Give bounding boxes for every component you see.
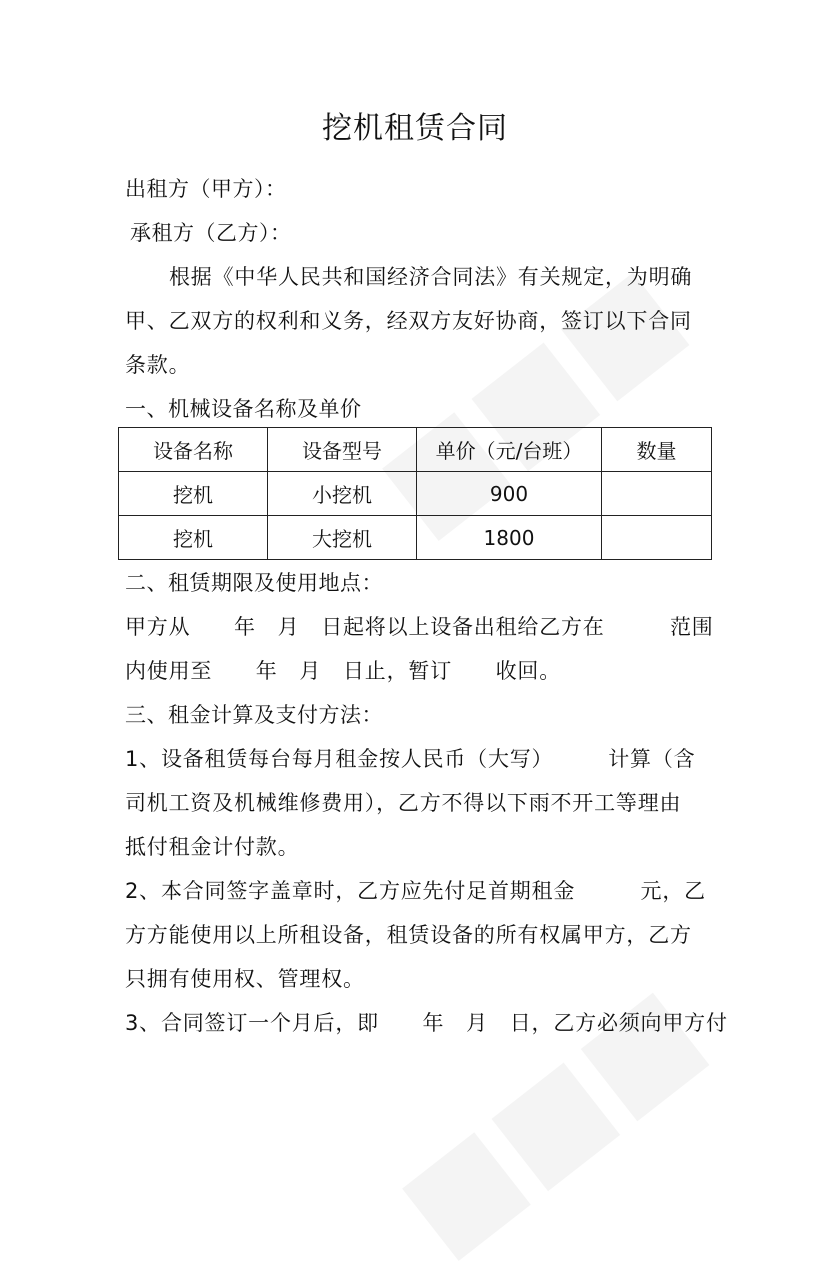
column-header: 设备型号 [268,428,417,472]
lease-term-paragraph [125,612,715,700]
clause-line: 3、合同签订一个月后，即 年 月 日，乙方必须向甲方付 [125,1011,728,1035]
intro-line: 甲、乙双方的权利和义务，经双方友好协商，签订以下合同 [125,309,692,333]
clause-1 [125,744,715,876]
table-cell: 1800 [417,516,602,560]
lessee-line: 承租方（乙方）： [130,221,292,245]
table-cell [602,516,712,560]
clause-line: 2、本合同签字盖章时，乙方应先付足首期租金 元，乙 [125,879,706,903]
lease-term-line: 甲方从 年 月 日起将以上设备出租给乙方在 范围 [125,615,714,639]
equipment-table [118,427,712,560]
section-heading-equipment: 一、机械设备名称及单价 [125,397,362,421]
table-cell [602,472,712,516]
table-row [119,472,712,516]
clause-line: 抵付租金计付款。 [125,835,300,859]
column-header: 设备名称 [119,428,268,472]
lease-term-line: 内使用至 年 月 日止，暂订 收回。 [125,659,561,683]
column-header: 数量 [602,428,712,472]
clause-line: 1、设备租赁每台每月租金按人民币（大写） 计算（含 [125,747,696,771]
lessor-line: 出租方（甲方）： [125,177,287,201]
table-header-row [119,428,712,472]
intro-paragraph [125,262,715,394]
table-cell: 挖机 [119,472,268,516]
table-cell: 大挖机 [268,516,417,560]
section-heading-lease-term: 二、租赁期限及使用地点： [125,571,383,595]
intro-line: 条款。 [125,353,191,377]
clause-line: 方方能使用以上所租设备，租赁设备的所有权属甲方，乙方 [125,923,692,947]
table-row [119,516,712,560]
clause-line: 司机工资及机械维修费用），乙方不得以下雨不开工等理由 [125,791,682,815]
clause-line: 只拥有使用权、管理权。 [125,967,365,991]
section-heading-rent: 三、租金计算及支付方法： [125,703,383,727]
table-cell: 小挖机 [268,472,417,516]
table-cell: 900 [417,472,602,516]
table-cell: 挖机 [119,516,268,560]
column-header: 单价（元/台班） [417,428,602,472]
clause-3 [125,1008,728,1052]
intro-line: 根据《中华人民共和国经济合同法》有关规定，为明确 [169,265,693,289]
document-title: 挖机租赁合同 [322,111,508,146]
clause-2 [125,876,715,1008]
